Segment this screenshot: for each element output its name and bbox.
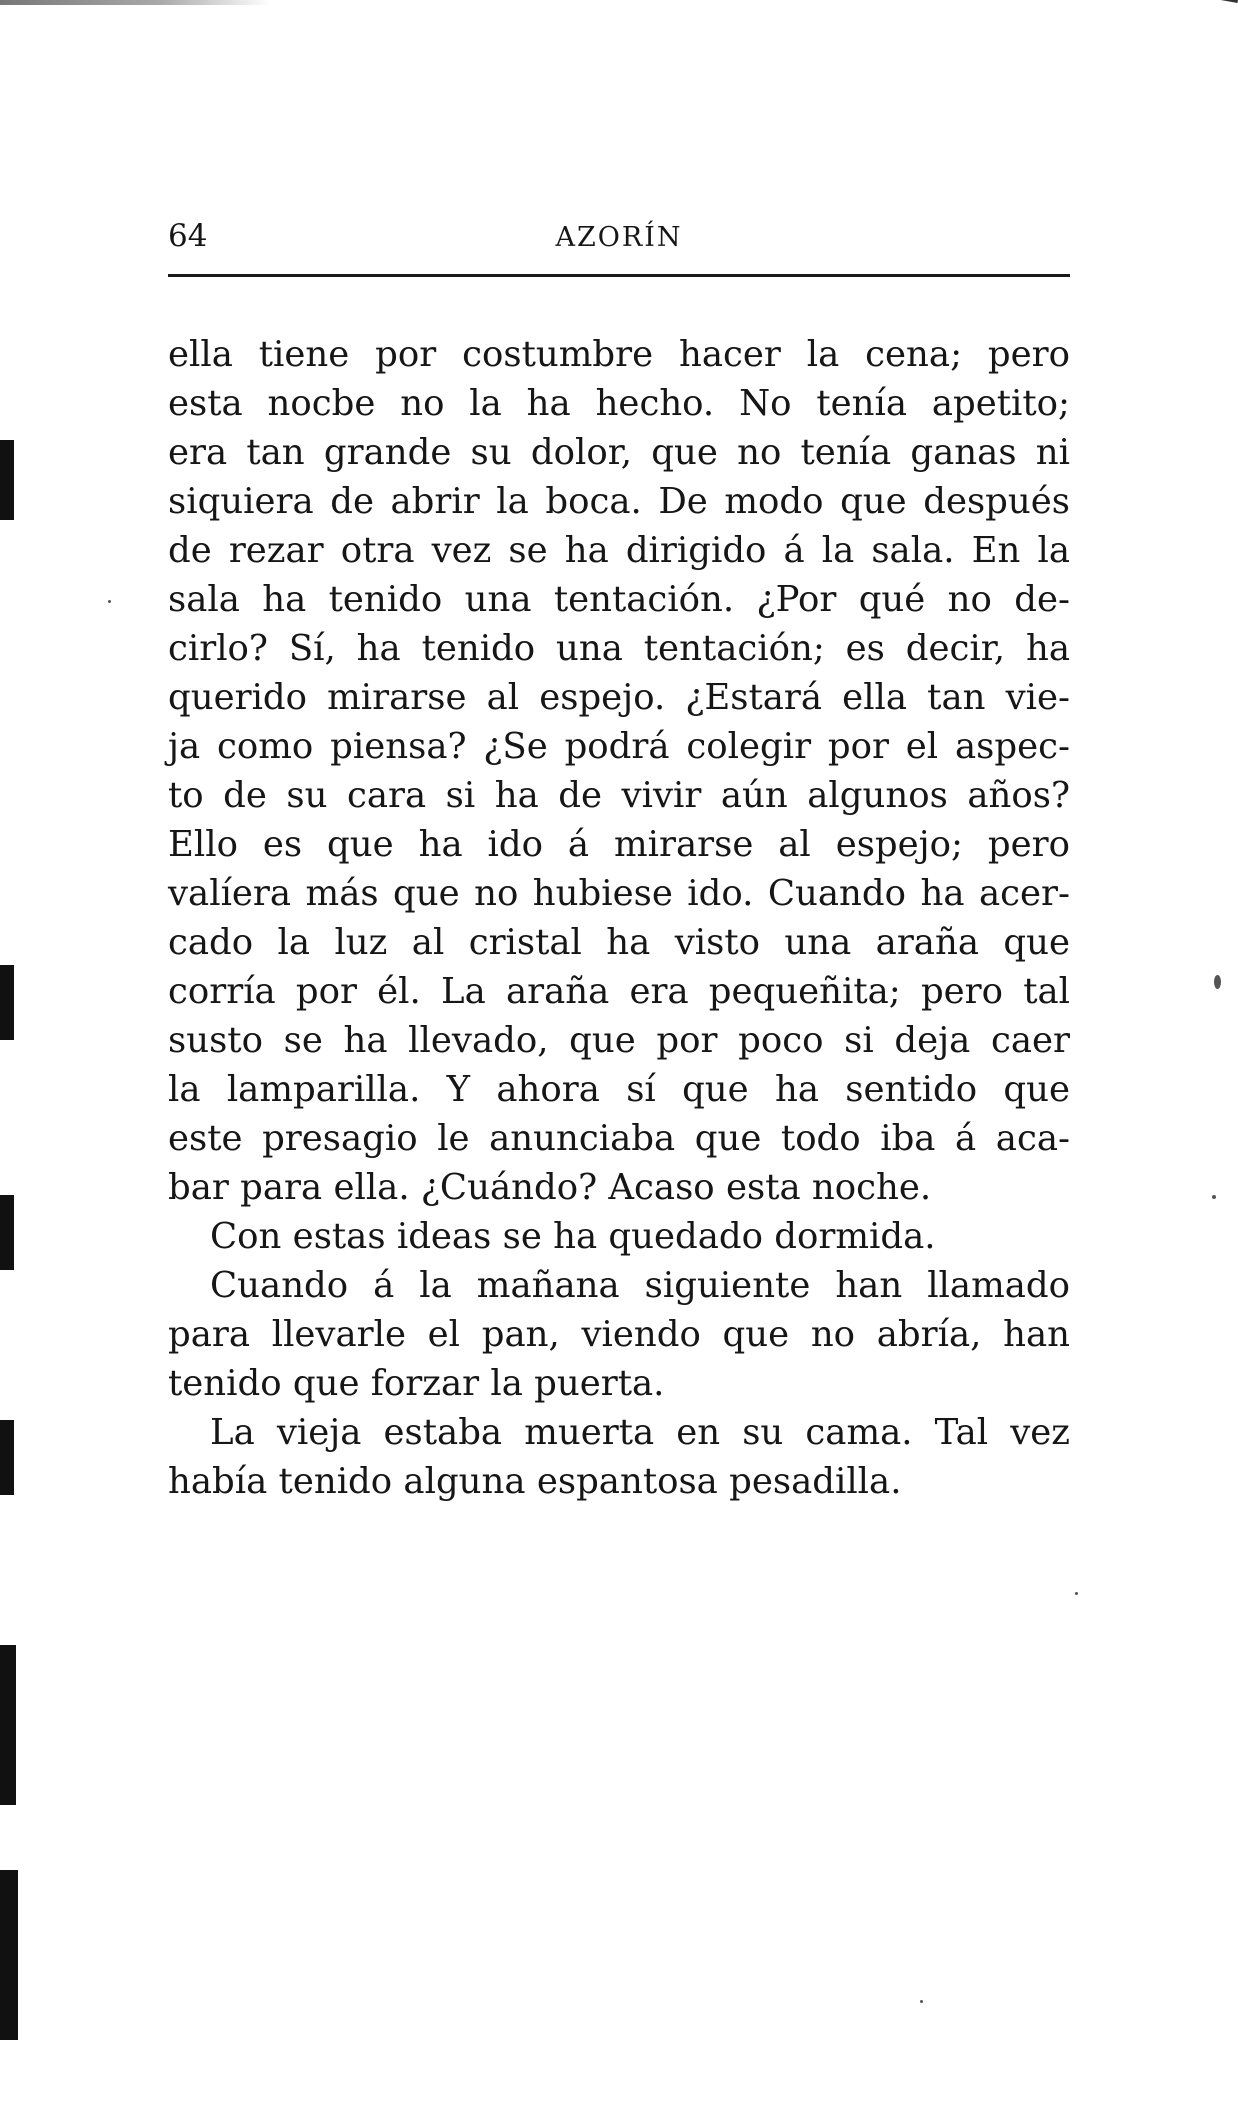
text-line: de rezar otra vez se ha dirigido á la sala. En la <box>168 530 1070 571</box>
text-line: valíera más que no hubiese ido. Cuando ha acer- <box>168 873 1070 914</box>
binding-mark <box>0 1420 14 1495</box>
text-line: siquiera de abrir la boca. De modo que después <box>168 481 1070 522</box>
text-line: cado la luz al cristal ha visto una araña que <box>168 922 1070 963</box>
text-line: la lamparilla. Y ahora sí que ha sentido que <box>168 1069 1070 1110</box>
text-line: había tenido alguna espantosa pesadilla. <box>168 1461 902 1502</box>
text-line: Ello es que ha ido á mirarse al espejo; pero <box>168 824 1070 865</box>
text-line: para llevarle el pan, viendo que no abría, han <box>168 1314 1070 1355</box>
binding-mark <box>0 440 14 520</box>
text-line: corría por él. La araña era pequeñita; pero tal <box>168 971 1070 1012</box>
binding-mark <box>0 1870 18 2040</box>
binding-mark <box>0 1195 14 1270</box>
body-text <box>168 330 1070 1506</box>
scan-speck <box>108 600 111 603</box>
scan-speck <box>1075 1592 1078 1595</box>
scan-speck <box>920 2000 923 2003</box>
text-line: Cuando á la mañana siguiente han llamado <box>210 1265 1070 1306</box>
text-line: susto se ha llevado, que por poco si deja caer <box>168 1020 1070 1061</box>
binding-mark <box>0 1645 16 1805</box>
text-line: era tan grande su dolor, que no tenía ganas ni <box>168 432 1070 473</box>
text-line: ja como piensa? ¿Se podrá colegir por el aspec- <box>168 726 1070 767</box>
running-title: AZORÍN <box>555 222 683 253</box>
text-line: cirlo? Sí, ha tenido una tentación; es decir, ha <box>168 628 1070 669</box>
page-header <box>168 212 1070 262</box>
scan-edge-top-left <box>0 0 270 5</box>
scan-speck <box>1212 1195 1216 1199</box>
text-line: tenido que forzar la puerta. <box>168 1363 665 1404</box>
text-line: sala ha tenido una tentación. ¿Por qué no de- <box>168 579 1070 620</box>
text-line: ella tiene por costumbre hacer la cena; pero <box>168 334 1070 375</box>
page-number: 64 <box>168 218 208 254</box>
text-line: este presagio le anunciaba que todo iba á aca- <box>168 1118 1070 1159</box>
text-line: esta nocbe no la ha hecho. No tenía apetito; <box>168 383 1070 424</box>
text-line: La vieja estaba muerta en su cama. Tal vez <box>210 1412 1070 1453</box>
binding-mark <box>0 965 14 1040</box>
header-rule <box>168 274 1070 277</box>
scan-speck <box>1214 975 1221 989</box>
text-line: to de su cara si ha de vivir aún algunos años? <box>168 775 1070 816</box>
text-line: querido mirarse al espejo. ¿Estará ella tan vie- <box>168 677 1070 718</box>
scan-edge-top-right <box>1198 0 1238 17</box>
text-line: Con estas ideas se ha quedado dormida. <box>210 1216 936 1257</box>
text-line: bar para ella. ¿Cuándo? Acaso esta noche. <box>168 1167 932 1208</box>
